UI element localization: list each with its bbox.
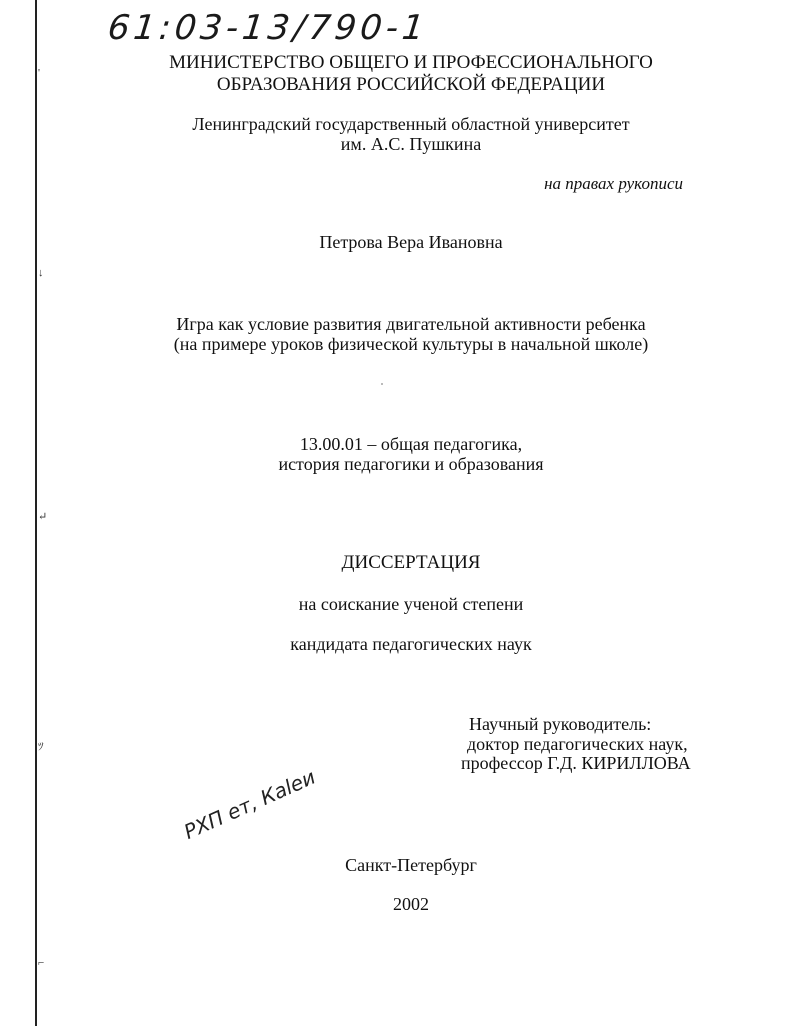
- scan-speck: [381, 383, 383, 385]
- specialty-line-1: 13.00.01 – общая педагогика,: [299, 434, 523, 454]
- degree-line-1: на соискание ученой степени: [298, 594, 524, 614]
- dissertation-title-line-1: Игра как условие развития двигательной активности ребенка: [176, 314, 646, 334]
- margin-mark: ': [38, 67, 40, 79]
- margin-mark: ﾂ: [38, 741, 44, 753]
- advisor-degree: доктор педагогических наук,: [467, 734, 688, 754]
- degree-line-2: кандидата педагогических наук: [290, 634, 532, 654]
- university-line-2: им. А.С. Пушкина: [340, 134, 482, 154]
- margin-mark: ↵: [38, 511, 48, 523]
- university-line-1: Ленинградский государственный областной университет: [192, 114, 630, 134]
- author-name: Петрова Вера Ивановна: [319, 232, 503, 252]
- advisor-label: Научный руководитель:: [469, 714, 652, 734]
- handwritten-note: РХП ет, Каlеи: [180, 764, 319, 844]
- margin-mark: ⌐: [38, 957, 45, 969]
- city: Санкт-Петербург: [345, 855, 477, 875]
- advisor-name: профессор Г.Д. КИРИЛЛОВА: [461, 753, 691, 773]
- manuscript-note: на правах рукописи: [544, 174, 683, 193]
- year: 2002: [393, 894, 429, 914]
- dissertation-title-line-2: (на примере уроков физической культуры в начальной школе): [173, 334, 649, 354]
- margin-mark: ↓: [38, 267, 44, 279]
- document-type: ДИССЕРТАЦИЯ: [341, 552, 481, 573]
- archive-number-handwritten: 61:03-13/790-1: [105, 8, 430, 48]
- specialty-line-2: история педагогики и образования: [278, 454, 544, 474]
- ministry-line-1: МИНИСТЕРСТВО ОБЩЕГО И ПРОФЕССИОНАЛЬНОГО: [169, 52, 653, 73]
- ministry-line-2: ОБРАЗОВАНИЯ РОССИЙСКОЙ ФЕДЕРАЦИИ: [216, 74, 606, 95]
